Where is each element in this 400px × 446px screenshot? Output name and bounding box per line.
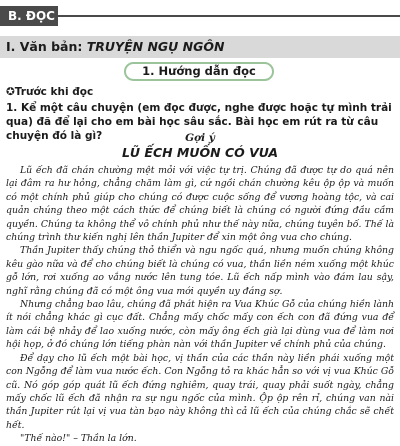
story-title: LŨ ẾCH MUỐN CÓ VUA: [121, 145, 279, 160]
story-paragraph: "Thế nào!" – Thần la lớn.: [20, 433, 137, 445]
section-header: [0, 6, 400, 26]
hint-label: Gợi ý: [185, 132, 215, 144]
story-paragraph: Lũ ếch đã chán chường mệt mỏi với việc tự trị. Chúng đã được tự do quá nên lại đâm ra hư hỏng, chẳng chăm làm gì, cứ ngồi chán chường kêu ộp ộp và muốn có một chính phủ giúp cho chúng có được cuộc sống để vương hoàng tộc, và cai quản chúng theo một cách thức để chúng biết là chúng có người đứng đầu cầm quyền. Chúng ta không thể vô chính phủ như thế này nữa, chúng tuyên bố. Thế là chúng trình thư kiến nghị lên thần Jupiter để xin một ông vua cho chúng.: [6, 165, 394, 244]
pre-reading-question: 1. Kể một câu chuyện (em đọc được, nghe được hoặc tự mình trải qua) đã để lại cho em bài học sâu sắc. Bài học em rút ra từ câu chuyện đó là gì?: [6, 102, 392, 142]
section-label: B. ĐỌC: [0, 6, 58, 26]
lesson-title: TRUYỆN NGỤ NGÔN: [86, 39, 225, 54]
lesson-title-bar: [0, 36, 400, 58]
before-reading-heading: ✪Trước khi đọc: [6, 86, 94, 98]
lesson-prefix: I. Văn bản:: [6, 39, 87, 54]
story-paragraph: Nhưng chẳng bao lâu, chúng đã phát hiện ra Vua Khúc Gỗ của chúng hiền lành ít nói chẳng khác gì cục đất. Chẳng mấy chốc mấy con ếch con đã đứng vua để làm cái bệ nhảy để lao xuống nước, còn mấy ông ếch già lại dùng vua để làm nơi hội họp, ở đó chúng lớn tiếng phàn nàn với thần Jupiter về chính phủ của chúng.: [6, 299, 394, 351]
story-paragraph: Thần Jupiter thấy chúng thỏ thiển và ngu ngốc quá, nhưng muốn chúng không kêu gào nữa và để cho chúng biết là chúng có vua, thần liền ném xuống một khúc gỗ lớn, rơi xuống ao vắng nước lên tung tóe. Lũ ếch nấp mình vào đám lau sậy, nghĩ rằng chúng đã có một ông vua mới quyền uy đáng sợ.: [6, 245, 394, 297]
story-paragraph: Để dạy cho lũ ếch một bài học, vị thần của các thần này liền phái xuống một con Ngỗng để làm vua nước ếch. Con Ngỗng tỏ ra khác hẳn so với vị vua Khúc Gỗ cũ. Nó góp góp quát lũ ếch đứng nghiêm, quay trái, quay phải suốt ngày, chẳng mấy chốc lũ ếch đã nhận ra sự ngu ngốc của mình. Ộp ộp rên rỉ, chúng van nài thần Jupiter rút lại vị vua tàn bạo này không thì cả lũ ếch của chúng chắc sẽ chết hết.: [6, 352, 394, 431]
reading-guide-heading: 1. Hướng dẫn đọc: [124, 62, 274, 81]
section-rule: [58, 15, 400, 17]
story-body: [6, 164, 394, 446]
